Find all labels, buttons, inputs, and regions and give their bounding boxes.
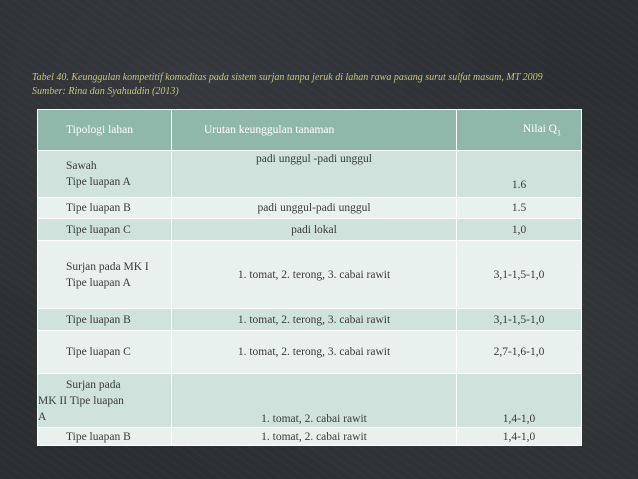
competitiveness-table: [37, 109, 582, 446]
row-crop-ranking: 1. tomat, 2. cabai rawit: [172, 374, 457, 428]
table-row: [38, 331, 582, 374]
header-q-subscript: 1: [557, 128, 561, 138]
table-row: [38, 374, 582, 428]
row-crop-ranking: padi unggul -padi unggul: [172, 151, 457, 198]
table-header-row: [38, 110, 582, 151]
typology-line: Tipe luapan A: [66, 276, 131, 289]
typology-line: Sawah: [66, 160, 97, 172]
row-crop-ranking: 1. tomat, 2. terong, 3. cabai rawit: [172, 309, 457, 331]
row-land-typology: [38, 151, 172, 198]
caption-title: Tabel 40. Keunggulan kompetitif komoditas pada sistem surjan tanpa jeruk di lahan rawa pasang surut sulfat masam, MT 2009: [32, 72, 543, 83]
row-q-value: 1,4-1,0: [457, 374, 582, 428]
table-row: [38, 309, 582, 331]
table-row: [38, 151, 582, 198]
table-caption: [32, 71, 612, 99]
table-row: [38, 241, 582, 309]
row-land-typology: [38, 374, 172, 428]
typology-line: A: [38, 410, 47, 423]
row-q-value: 1,0: [457, 219, 582, 241]
header-q-value: [457, 110, 582, 151]
row-crop-ranking: padi unggul-padi unggul: [172, 198, 457, 219]
typology-line: Surjan pada MK I: [66, 260, 149, 273]
typology-line: Tipe luapan A: [66, 176, 131, 188]
row-land-typology: Tipe luapan C: [38, 331, 172, 374]
row-land-typology: Tipe luapan B: [38, 428, 172, 446]
row-crop-ranking: padi lokal: [172, 219, 457, 241]
row-land-typology: Tipe luapan C: [38, 219, 172, 241]
row-land-typology: [38, 241, 172, 309]
row-crop-ranking: 1. tomat, 2. cabai rawit: [172, 428, 457, 446]
typology-line: MK II Tipe luapan: [38, 394, 124, 407]
row-q-value: 2,7-1,6-1,0: [457, 331, 582, 374]
row-q-value: 1.5: [457, 198, 582, 219]
row-crop-ranking: 1. tomat, 2. terong, 3. cabai rawit: [172, 241, 457, 309]
header-q-label: Nilai Q: [522, 122, 557, 135]
row-crop-ranking: 1. tomat, 2. terong, 3. cabai rawit: [172, 331, 457, 374]
header-land-typology: Tipologi lahan: [38, 110, 172, 151]
typology-line: Surjan pada: [66, 378, 121, 391]
row-land-typology: Tipe luapan B: [38, 198, 172, 219]
row-land-typology: Tipe luapan B: [38, 309, 172, 331]
table-row: [38, 219, 582, 241]
table-row: [38, 198, 582, 219]
row-q-value: 3,1-1,5-1,0: [457, 241, 582, 309]
table-row: [38, 428, 582, 446]
caption-source: Sumber: Rina dan Syahuddin (2013): [32, 86, 179, 97]
row-q-value: 3,1-1,5-1,0: [457, 309, 582, 331]
header-crop-ranking: Urutan keunggulan tanaman: [172, 110, 457, 151]
row-q-value: 1.6: [457, 151, 582, 198]
row-q-value: 1,4-1,0: [457, 428, 582, 446]
